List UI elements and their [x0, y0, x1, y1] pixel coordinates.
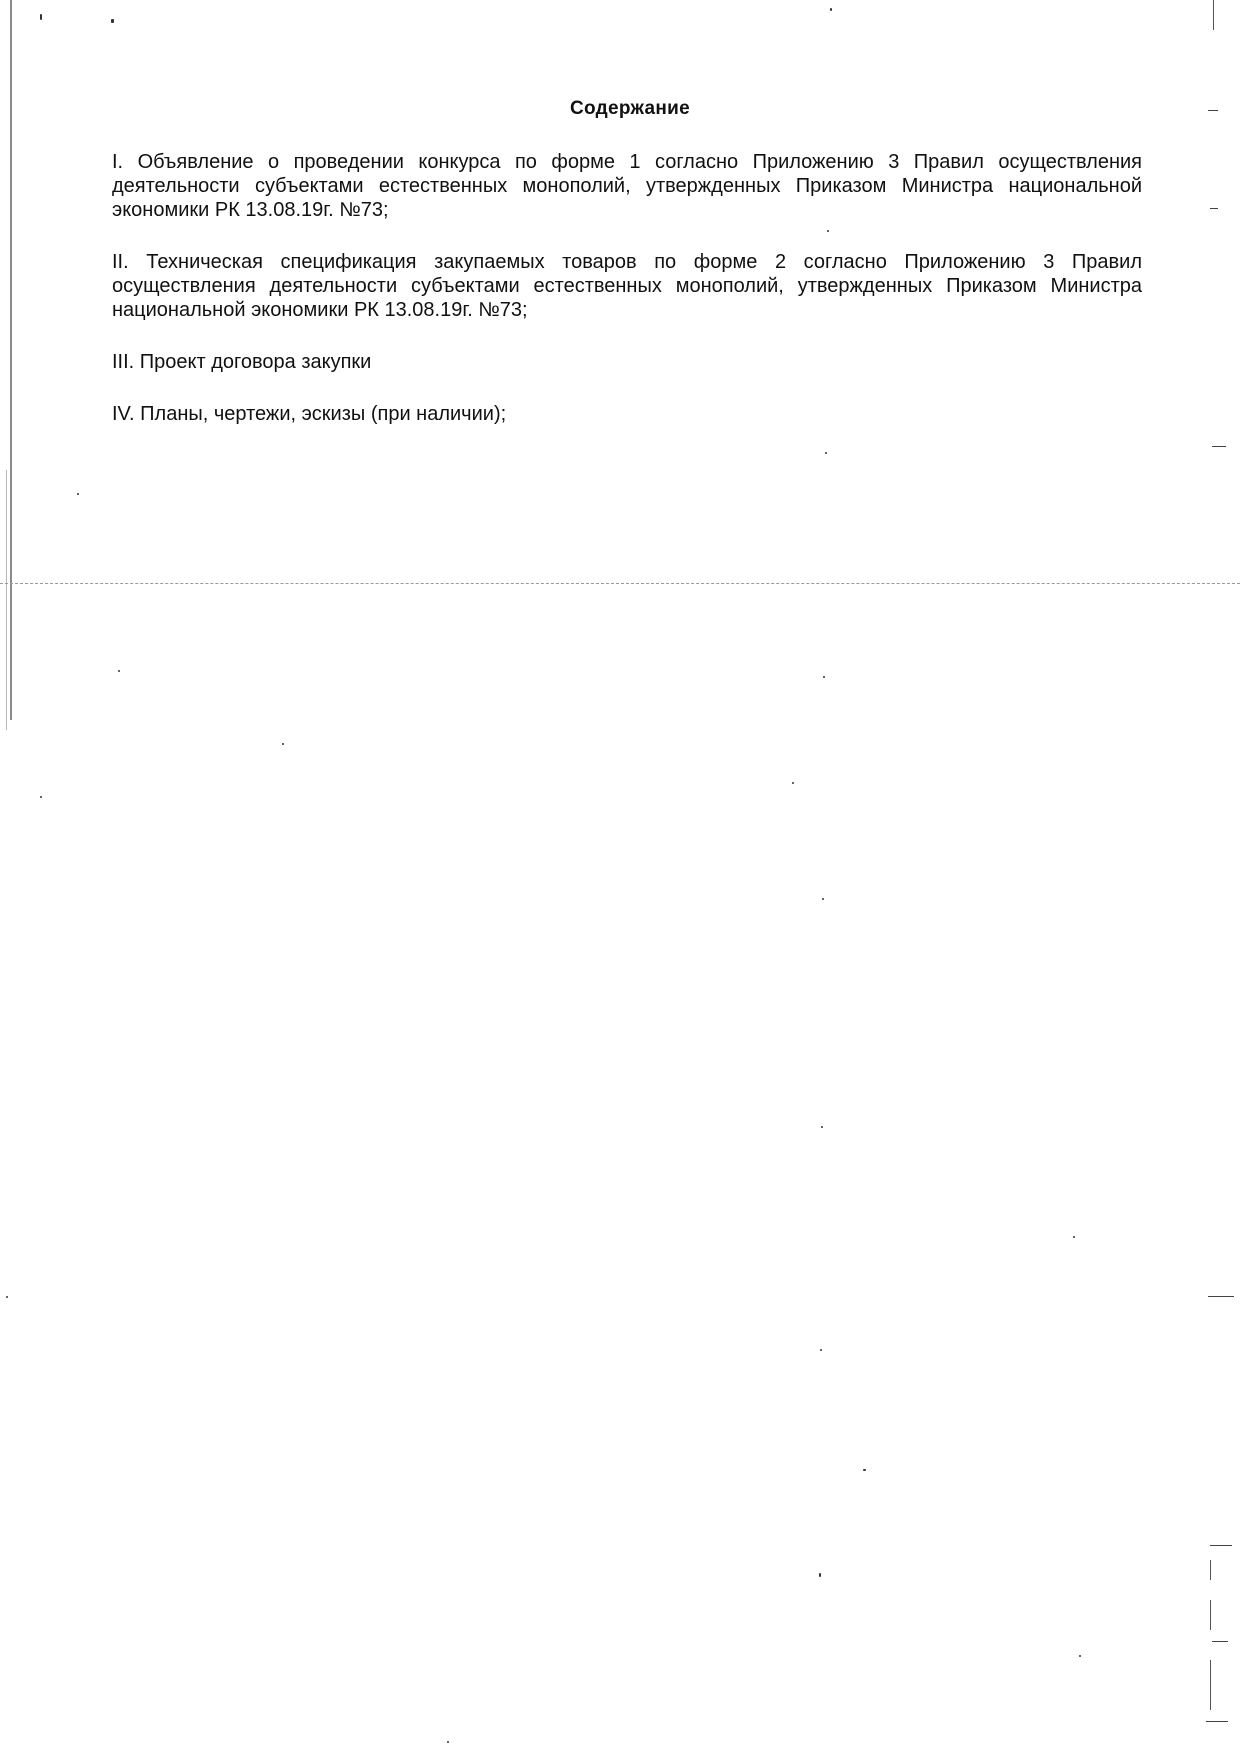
scan-edge-tick [1210, 1545, 1232, 1546]
scan-speck [6, 1296, 8, 1298]
scan-edge-tick [1208, 1296, 1234, 1297]
toc-item-1: I. Объявление о проведении конкурса по форме 1 согласно Приложению 3 Правил осуществления деятельности субъектами естественных монополий, утвержденных Приказом Министра национальной экономики РК 13.08.19г. №73; [112, 151, 1142, 221]
scan-speck [863, 1469, 866, 1471]
scan-edge-tick [1213, 0, 1214, 30]
table-of-contents [112, 150, 1142, 454]
scan-speck [822, 898, 824, 900]
toc-item-4: IV. Планы, чертежи, эскизы (при наличии); [112, 403, 507, 425]
scan-edge-tick [1212, 446, 1226, 447]
scan-speck [830, 8, 832, 11]
scan-speck [820, 1349, 822, 1351]
scan-edge-tick [1212, 1641, 1228, 1642]
scan-speck [40, 796, 42, 798]
scan-speck [111, 19, 114, 23]
scan-speck [40, 14, 42, 20]
scan-speck [792, 782, 794, 784]
scan-speck [823, 676, 825, 678]
scan-speck [118, 670, 120, 672]
scan-speck [1079, 1655, 1081, 1657]
scan-speck [1073, 1236, 1075, 1238]
scan-edge-tick [1210, 208, 1218, 209]
scan-edge-tick [1210, 1600, 1211, 1630]
toc-item-3: III. Проект договора закупки [112, 351, 372, 373]
scan-speck [821, 1126, 823, 1128]
toc-item-2: II. Техническая спецификация закупаемых товаров по форме 2 согласно Приложению 3 Правил осуществления деятельности субъектами естественных монополий, утвержденных Приказом Министра национальной экономики РК 13.08.19г. №73; [112, 251, 1142, 321]
scan-speck [282, 743, 284, 745]
page-title: Содержание [569, 98, 691, 119]
scan-edge-line-secondary [6, 470, 7, 730]
scan-edge-tick [1210, 1560, 1211, 1580]
scan-edge-tick [1210, 1660, 1211, 1710]
scan-fold-line [0, 583, 1240, 584]
scan-speck [447, 1741, 449, 1743]
scan-edge-tick [1206, 1721, 1228, 1722]
scan-speck [77, 493, 79, 495]
scan-speck [819, 1573, 821, 1577]
